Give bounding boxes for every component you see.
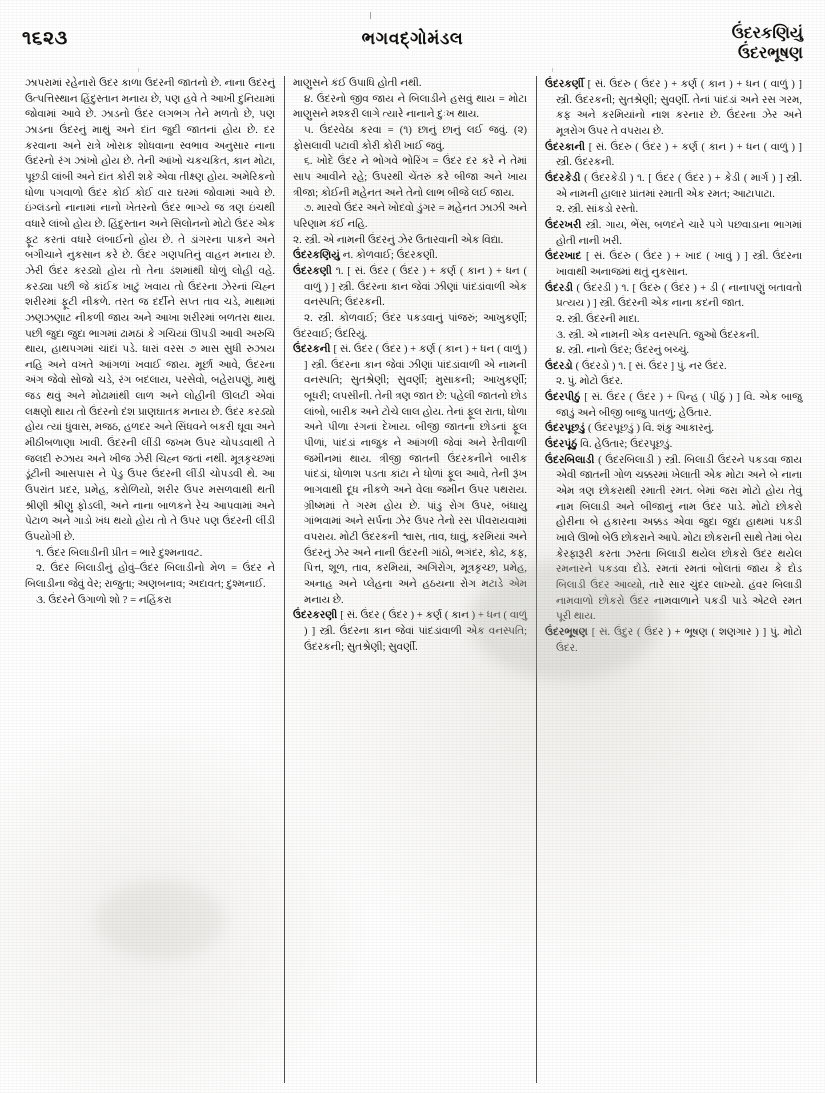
entry-undarbhushan-headword: ઉંદરભૂષણ [545, 626, 588, 638]
entry-undardi-sense-2 [545, 312, 802, 328]
entry-undarkani-2-headword: ઉંદરકની [293, 344, 331, 356]
guide-word-first: ઉંદરકણિયું [731, 25, 803, 42]
entry-undarkani-2-text: [ સં. ઉંદર ( ઉંદર ) + કર્ણ ( કાન ) + ધન ( વાળું ) ] સ્ત્રી. ઉંદરના કાન જેવાં ઝીણાં પાંદડાંવાળી એ નામની વનસ્પતિ; સુતશ્રેણી; સુવર્ણી; મુસાકની; આખુકર્ણી; બૂધરી; લપસીની. તેની ત્રણ જાત છે: પહેલી જાતનો છોડ લાંબો, બારીક અને ટોચે લાલ હોય. તેનાં ફૂલ રાતા, ધોળા અને પીળા રંગનાં દેખાય. બીજી જાતના છોડનાં ફૂલ પીળાં, પાંદડાં નાજુક ને આંગળી જેવાં અને રેતીવાળી જમીનમાં થાય. ત્રીજી જાતની ઉંદરકનીને બારીક પાંદડાં, ધોળાશ પડતા કાંટા ને ધોળાં ફૂલ આવે, તેની રૂંખ ભાગવાથી દૂધ નીકળે અને વેલા જમીન ઉપર પથરાય. ગ્રીષ્મમાં તે ગરમ હોય છે. પાંડુ રોગ ઉપર, બંધાયુ ગાંભવામાં અને સર્પના ઝેર ઉપર તેનો રસ પીવરાયવામાં વપરાય. મોટી ઉંદરકની શ્વાસ, તાવ, ઘાવું, કરમિયાં અને ઉંદરનું ઝેર અને નાની ઉંદરની ગાંઠો, ભગંદર, કોઢ, કફ, પિત્ત, શૂળ, તાવ, કરમિયાં, અગિરોગ, મૂત્રકૃચ્છ, પ્રમેહ, અનાહ અને પ્લેહના અને હઠયના રોગ મટાડે એમ મનાય છે. [304, 344, 527, 606]
entry-undarkaniyum [293, 248, 527, 264]
entry-undarkarani [293, 608, 527, 655]
entry-undarkedi-sense-2-text: સ્ત્રી. સાંકડો રસ્તો. [567, 204, 639, 216]
entry-undardi-sense-3-text: સ્ત્રી. એ નામની એક વનસ્પતિ. જુઓ ઉંદરકની. [568, 329, 760, 341]
idiom-5-number: ૫. [304, 124, 314, 136]
entry-undardi-sense-3-number: ૩. [556, 329, 566, 341]
entry-undarkhad-text: [ સં. ઉંદરુ ( ઉંદર ) + ખાદ ( ખાવું ) ] સ્ત્રી. ઉંદરના ખાવાથી અનાજમાં થતું નુકસાન. [556, 251, 802, 278]
entry-undarpuchhadu-headword: ઉંદરપૂછડું [545, 423, 586, 435]
entry-undarpunthu-headword: ઉંદરપૂંઠું [545, 439, 578, 451]
idiom-2-text: ઉંદર બિલાડીનું હોવું–ઉંદર બિલાડીનો મેળ = ઉંદર ને બિલાડીના જેવું વેર; રાજુતા; અણબનાવ; અદાવત; દુશ્મનાઈ. [25, 563, 275, 590]
entry-undardi [545, 281, 802, 312]
idiom-6 [293, 154, 527, 201]
entry-undarkani-3-headword: ઉંદરકાની [545, 141, 586, 153]
entry-undarkedi-text: ૧. [ ઉંદર ( ઉંદર ) + કેડી ( માર્ગ ) ] સ્ત્રી. એ નામની હાલાર પ્રાંતમાં રમાતી એક રમત; આટાપાટા. [556, 172, 802, 200]
entry-undarkani-text: ૧. [ સં. ઉંદર ( ઉંદર ) + કર્ણ ( કાન ) + ધન ( વાળું ) ] સ્ત્રી. ઉંદરના કાન જેવાં ઝીણાં પાંદડાંવાળી એક વનસ્પતિ; ઉંદરકની. [304, 265, 527, 309]
idiom-3-text: ઉંદરને ઉગાળો શો ? = નહિંકરા [48, 594, 172, 606]
idiom-5 [293, 123, 527, 154]
entry-undarpithu-headword: ઉંદરપીઠું [545, 392, 581, 404]
entry-undardi-text: ૧. [ ઉંદરુ ( ઉંદર ) + ડી ( નાનાપણું બતાવતો પ્રત્યય ) ] સ્ત્રી. ઉંદરની એક નાના કદની જાત. [556, 282, 802, 310]
entry-undarkhari-text: સ્ત્રી. ગાય, ભેંસ, બળદને ચારે પગે પછવાડાના ભાગમાં હોતી નાની ખરી. [556, 219, 802, 247]
entry-undarkani-headword: ઉંદરકણી [293, 265, 332, 277]
entry-undarpuchhadu [545, 421, 802, 437]
entry-undarkani-sense-2 [293, 311, 527, 342]
entry-undardi-sense-4-number: ૪. [556, 345, 566, 357]
book-title: ભગવદ્ગોમંડલ [361, 29, 464, 48]
idiom-4 [293, 92, 527, 123]
entry-undarkhad-headword: ઉંદરખાદ [545, 251, 582, 263]
entry-undardo-sense-2-number: ૨. [556, 376, 565, 388]
scan-tick-bottom-1 [138, 68, 139, 72]
entry-undarkedi-sense-2-number: ૨. [556, 204, 565, 216]
entry-undarkhari-headword: ઉંદરખરી [545, 219, 582, 231]
entry-undardo-variant: ( ઉંદરડો ) [575, 360, 616, 372]
entry-undardi-sense-2-text: સ્ત્રી. ઉંદરની માદા. [567, 313, 640, 325]
entry-undardi-sense-4 [545, 343, 802, 359]
entry-undarbhushan [545, 625, 802, 656]
entry-undarkarani-text: [ સં. ઉંદર ( ઉંદર ) + કર્ણ ( કાન ) + ધન ( વાળું ) ] સ્ત્રી. ઉંદરના કાન જેવાં પાંદડાંવાળી એક વનસ્પતિ; ઉંદરકની; સુતશ્રેણી; સુવર્ણી. [304, 610, 527, 653]
guide-word-last: ઉંદરભૂષણ [737, 44, 803, 62]
entry-undarkarni-headword: ઉંદરકર્ણી [545, 79, 584, 90]
entry-undarkhad [545, 249, 802, 280]
idiom-4-text: ઉંદરનો જીવ જાય ને બિલાડીને હસવું થાય = મોટા માણુસને મશ્કરી લાગે ત્યારે નાનાને દુઃખ થાય. [293, 93, 527, 121]
entry-undarkarni [545, 77, 802, 140]
scan-tick-top [370, 12, 371, 19]
entry-undarpithu-text: [ સં. ઉંદર ( ઉંદર ) + પિન્હ ( પીઠું ) ] વિ. એક બાજુ જાડું અને બીજી બાજુ પાતળું; હેઉતાર. [556, 392, 802, 419]
idiom-1-text: ઉંદર બિલાડીની પ્રીત = ભારે દુશ્મનાવટ. [46, 547, 203, 559]
entry-undarpithu [545, 390, 802, 421]
entry-undarbiladi-headword: ઉંદરબિલાડી [545, 454, 595, 466]
entry-undarkani-3 [545, 140, 802, 171]
entry-undarpuchhadu-text: વિ. શંકુ આકારનું. [642, 423, 714, 435]
scan-tick-bottom-2 [552, 68, 553, 72]
entry-undarkedi-headword: ઉંદરકેડી [545, 172, 581, 184]
entry-undardi-headword: ઉંદરડી [545, 282, 574, 294]
entry-undarbhushan-text: [ સં. ઉંદુર ( ઉંદર ) + ભૂષણ ( શણગાર ) ] પું. મોટો ઉંદર. [556, 626, 802, 654]
page-number: ૧૬૨૩ [22, 28, 68, 49]
entry-undarbiladi-variant: ( ઉંદરબિલાડી ) [598, 454, 662, 466]
text-column-1 [16, 76, 284, 1083]
idiom-6-number: ૬. [304, 156, 313, 168]
entry-undarkedi-variant: ( ઉંદરકેડી ) [584, 172, 634, 184]
sense-2 [293, 233, 527, 249]
column-container [16, 76, 811, 1083]
idiom-1-number: ૧. [36, 547, 44, 559]
entry-undarkani [293, 264, 527, 311]
idiom-3-continued: માણુસને કંઈ ઉપાધિ હોતી નથી. [293, 78, 422, 89]
idiom-4-number: ૪. [304, 93, 314, 105]
running-guide-words [732, 24, 803, 63]
idiom-7-number: ૭. [304, 203, 314, 215]
idiom-2 [25, 561, 275, 592]
entry-undarkarni-text: [ સં. ઉંદરુ ( ઉંદર ) + કર્ણ ( કાન ) + ધન ( વાળું ) ] સ્ત્રી. ઉંદરકની; સુતશ્રેણી; સુવર્ણી. તેનાં પાંદડાં અને રસ ગરમ, કફ અને કરમિયાંનો નાશ કરનાર છે. ઉંદરના ઝેર અને મૂત્રરોગ ઉપર તે વપરાય છે. [556, 79, 802, 137]
entry-undarkani-sense-2-text: સ્ત્રી. કોળવાઈ; ઉંદર પકડવાનું પાંજરું; આખુકર્ણી; ઉંદરવાઈ; ઉંદરિયું. [293, 312, 527, 340]
entry-undardo-text: ૧. [ સં. ઉંદર ] પું. નર ઉંદર. [618, 360, 727, 372]
text-column-2 [284, 76, 536, 1083]
entry-undarpuchhadu-variant: ( ઉંદરપૂછડું ) [587, 423, 640, 435]
idiom-2-number: ૨. [36, 563, 45, 575]
entry-undardi-sense-2-number: ૨. [556, 313, 565, 325]
idiom-7 [293, 201, 527, 232]
entry-undardi-variant: ( ઉંદરડી ) [576, 282, 618, 294]
entry-undarkhari [545, 218, 802, 249]
entry-undarkani-3-text: [ સં. ઉંદરુ ( ઉંદર ) + કર્ણ ( કાન ) + ધન ( વાળું ) ] સ્ત્રી. ઉંદરકની. [556, 141, 802, 169]
entry-undarbiladi [545, 453, 802, 625]
undar-body-continued: ઝાપરામાં રહેનારો ઉંદર કાળા ઉંદરની જાતનો છે. નાના ઉંદરનું ઉત્પત્તિસ્થાન હિંદુસ્તાન મનાય છે, પણ હવે તે આખી દુનિયામાં જોવામાં આવે છે. ઝાડનો ઉંદર લગભગ તેને મળતો છે, પણ ઝાડના ઉંદરનું માથું અને દાંત જુદી જાતનાં હોય છે. દર કરવાના અને રાત્રે ખોરાક શોધવાના સ્વભાવ અનુસાર નાના ઉંદરનો રંગ ઝાંખો હોય છે. તેની આંખો ચકચકિત, કાન મોટા, પૂછડી લાંબી અને દાંત કોરી શકે એવા તીક્ષ્ણ હોય. અમેરિકનો ધોળા પગવાળો ઉંદર કોઈ કોઈ વાર ઘરમાં જોવામાં આવે છે. ઇંગ્લંડનો નાનામાં નાનો ખેતરનો ઉંદર ભાગ્યે જ ત્રણ ઇંચથી વધારે લાંબો હોય છે. હિંદુસ્તાન અને સિલોનનો મોટો ઉંદર એક ફૂટ કરતાં વધારે લંબાઈનો હોય છે. તે ડાંગરના પાકને અને બગીચાને નુકસાન કરે છે. ઉંદર ગણપતિનું વાહન મનાય છે. ઝેરી ઉંદર કરડ્યો હોય તો તેના ડંશમાંથી ધોળું લોહી વહે. કરડ્યા પછી જે કાંઈક ખાટું ખવાય તો ઉંદરના ઝેરનાં ચિહ્ન શરીરમાં ફૂટી નીકળે. તરત જ દર્દીને સપ્ત તાવ ચડે, માથામાં ઝણઝણાટ નીકળી જાય અને આખા શરીરમાં બળતરા થાય. પછી જુદા જુદા ભાગમાં ઢામઠાં કે ગચિયાં ઊપડી આવી અરુચિ થાય, હાથપગમાં ચાંદાં પડે. ધારાં વરસ ૭ માસ સુધી રુઝાય નહિ અને વખતે આંગળાં ખવાઈ જાય. મૂર્છા આવે, ઉંદરના અંગ જેવો સોજો ચડે, રંગ બદલાય, પરસેવો, બહેરાપણું, માથું જડ થવું અને મોઢામાંથી લાળ અને લોહીની ઊલટી એવાં લક્ષણો થાય તો ઉંદરનો દંશ પ્રાણઘાતક મનાય છે. ઉંદર કરડ્યો હોય ત્યાં ધુંવાસ, મજઠ, હળદર અને સિંધવને બકરી ઘૂવા અને મીઠીબળાણા ખાવી. ઉંદરની લીંડી જખમ ઉપર ચોપડવાથી તે જલદી રુઝાય અને ખીજ ઝેરી ચિહ્ન જતાં નથી. મૂત્રકૃચ્છમાં ડૂંટીની આસપાસ ને પેડુ ઉપર ઉંદરની લીંડી ચોપડવી થે. આ ઉપરાંત પ્રદર, પ્રમેહ, કરોળિયો, શરીર ઉપર મસળવાથી થતી શ્રીણી શ્રીણુ ફોડલી, અને નાના બાળકને રેચ આપવામાં અને પેટાળ અને ગાડો ખંધ થયો હોય તો તે ઉપર પણ ઉંદરની લીંડી ઉપયોગી છે. [25, 78, 275, 544]
entry-undarpunthu-text: વિ. હેઉતાર; ઉંદરપૂછડું. [580, 439, 673, 451]
entry-undardo-sense-2 [545, 374, 802, 390]
entry-undarkaniyum-headword: ઉંદરકણિયું [293, 250, 340, 262]
entry-undardo-sense-2-text: પું. મોટો ઉંદર. [567, 376, 623, 388]
idiom-1 [25, 546, 275, 562]
idiom-3 [25, 593, 275, 609]
entry-undarbiladi-text: સ્ત્રી. બિલાડી ઉંદરને પકડવા જાય એવી જાતની ગોળ ચક્કરમાં ખેલાતી એક મોટા અને બે નાના એમ ત્રણ છોકરાથી રમાતી રમત. બેમાં જરા મોટો હોય તેવું નામ બિલાડી અને બીજાનું નામ ઉંદર પાડે. મોટો છોકરો હોરીના બે હકારના અક્કડ એવા જુદા જુદા હાથમાં પકડી ખાલે ઊભો બેઉ છોકરાને આપે. મોટા છોકરાની સાથે તેમાં બેય કેરફારૂરી કરતા ઝરતા બિલાડી થયેલ છોકરો ઉદર થયેલ રમનારને પકડવા દોડે. રમતાં રમતાં બોલતાં જાય કે દોડ બિલાડી ઉંદર આવ્યો, તારે સાર ચુંદર લાખ્યો. હંવર બિલાડી નામવાળો છોકરો ઉંદર નામવાળાને પકડી પાડે એટલે રમત પૂરી થાય. [556, 454, 802, 623]
text-column-3 [536, 76, 811, 1083]
entry-undardi-sense-3 [545, 328, 802, 344]
entry-undarpunthu [545, 437, 802, 453]
entry-undarkani-sense-2-number: ૨. [304, 312, 313, 324]
sense-2-number: ૨. [293, 234, 302, 246]
sense-2-text: સ્ત્રી. એ નામની ઉંદરનું ઝેર ઉતારવાની એક વિદ્યા. [304, 234, 504, 246]
idiom-3-number: ૩. [36, 594, 46, 606]
entry-undarkedi [545, 171, 802, 202]
entry-undardo-headword: ઉંદરડો [545, 360, 573, 372]
entry-undardo [545, 359, 802, 375]
idiom-5-text: ઉંદરવેઠા કરવા = (૧) છાનું છાનું લઈ જવું. (૨) ફોસલાવી પટાવી કોરી કોરી ખાઈ જવું. [293, 124, 527, 152]
entry-undarkaniyum-text: ન. કોળવાઈ; ઉંદરકણી. [342, 250, 438, 262]
entry-undarkedi-sense-2 [545, 202, 802, 218]
entry-undardi-sense-4-text: સ્ત્રી. નાનો ઉંદર; ઉંદરનું બચ્ચું. [567, 345, 690, 357]
idiom-7-text: મારવો ઉંદર અને ખોદવો ડુંગર = મહેનત ઝાઝી અને પરિણામ કંઈ નહિ. [293, 203, 527, 230]
entry-undarkarani-headword: ઉંદરકરણી [293, 610, 338, 622]
idiom-6-text: ખોદે ઉંદર ને ભોગવે ભોરિંગ = ઉંદર દર કરે ને તેમાં સાપ આવીને રહે; ઉપરથી ચેંતરું કરે બીજા અને ખાય ત્રીજા; કોઈની મહેનત અને તેનો લાભ બીજે લઈ જાય. [293, 156, 527, 199]
page-header [0, 24, 825, 72]
entry-undarkani-2 [293, 342, 527, 608]
